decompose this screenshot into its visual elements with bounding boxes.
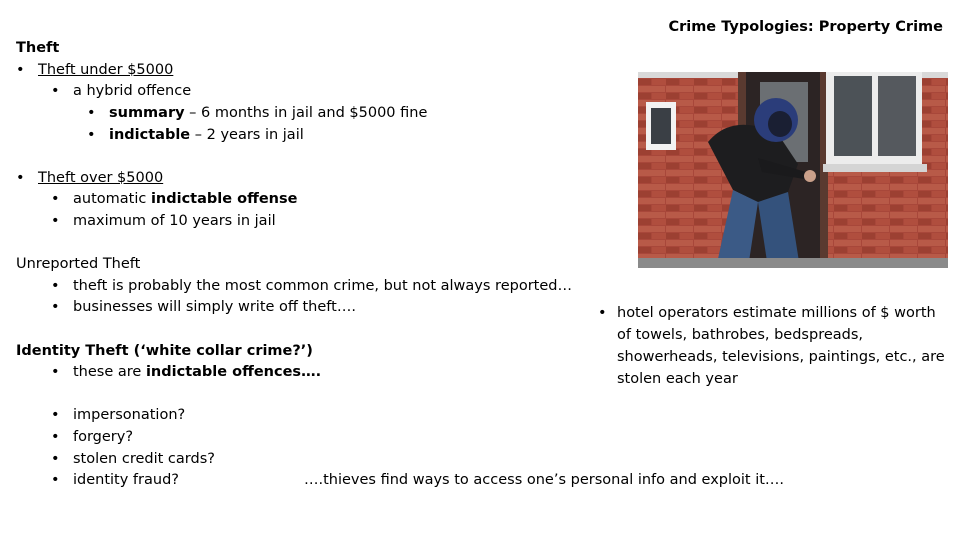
bullet: •: [87, 105, 96, 121]
hybrid-item: [51, 82, 191, 100]
bullet: •: [16, 170, 25, 186]
identity-list-item: [51, 406, 185, 424]
identity-pre: these are: [73, 364, 146, 380]
unreported-text: businesses will simply write off theft….: [73, 299, 356, 315]
burglar-photo: [638, 72, 948, 268]
bullet: •: [51, 407, 60, 423]
bullet: •: [598, 305, 607, 321]
bullet: •: [51, 299, 60, 315]
theft-over-item: [16, 169, 163, 187]
automatic-bold: indictable offense: [150, 191, 298, 207]
identity-indictable-item: [51, 363, 321, 381]
theft-heading: Theft: [16, 40, 60, 56]
bullet: •: [16, 62, 25, 78]
hotel-note-text: hotel operators estimate millions of $ worth of towels, bathrobes, bedspreads, showerheads, televisions, paintings, etc., are stolen each year: [617, 305, 945, 387]
unreported-item: [51, 298, 356, 316]
bullet: •: [51, 278, 60, 294]
unreported-heading: Unreported Theft: [16, 256, 141, 272]
hotel-note: [598, 302, 948, 390]
summary-term: summary: [109, 105, 185, 121]
identity-list-item: [51, 428, 133, 446]
bullet: •: [51, 213, 60, 229]
identity-bold: indictable offences….: [145, 364, 322, 380]
bullet: •: [51, 472, 60, 488]
theft-under-label: Theft under $5000: [38, 62, 174, 78]
identity-list-item: [51, 450, 215, 468]
automatic-item: [51, 190, 297, 208]
maximum-text: maximum of 10 years in jail: [73, 213, 276, 229]
indictable-term: indictable: [109, 127, 191, 143]
thieves-note: ….thieves find ways to access one’s personal info and exploit it….: [304, 472, 785, 488]
bullet: •: [51, 364, 60, 380]
hybrid-text: a hybrid offence: [73, 83, 192, 99]
summary-rest: – 6 months in jail and $5000 fine: [184, 105, 428, 121]
bullet: •: [51, 451, 60, 467]
indictable-item: [87, 126, 304, 144]
bullet: •: [87, 127, 96, 143]
identity-heading: Identity Theft (‘white collar crime?’): [16, 343, 313, 359]
theft-under-item: [16, 61, 173, 79]
bullet: •: [51, 429, 60, 445]
identity-list-item: [51, 471, 179, 489]
maximum-item: [51, 212, 276, 230]
indictable-rest: – 2 years in jail: [190, 127, 304, 143]
theft-over-label: Theft over $5000: [38, 170, 164, 186]
bullet: •: [51, 83, 60, 99]
identity-item-text: stolen credit cards?: [73, 451, 215, 467]
identity-item-text: forgery?: [73, 429, 134, 445]
identity-item-text: identity fraud?: [73, 472, 179, 488]
summary-item: [87, 104, 427, 122]
slide-title: Crime Typologies: Property Crime: [668, 19, 943, 35]
automatic-pre: automatic: [73, 191, 151, 207]
bullet: •: [51, 191, 60, 207]
unreported-text: theft is probably the most common crime, but not always reported…: [73, 278, 572, 294]
identity-item-text: impersonation?: [73, 407, 186, 423]
unreported-item: [51, 277, 572, 295]
burglar-illustration: [638, 72, 948, 268]
